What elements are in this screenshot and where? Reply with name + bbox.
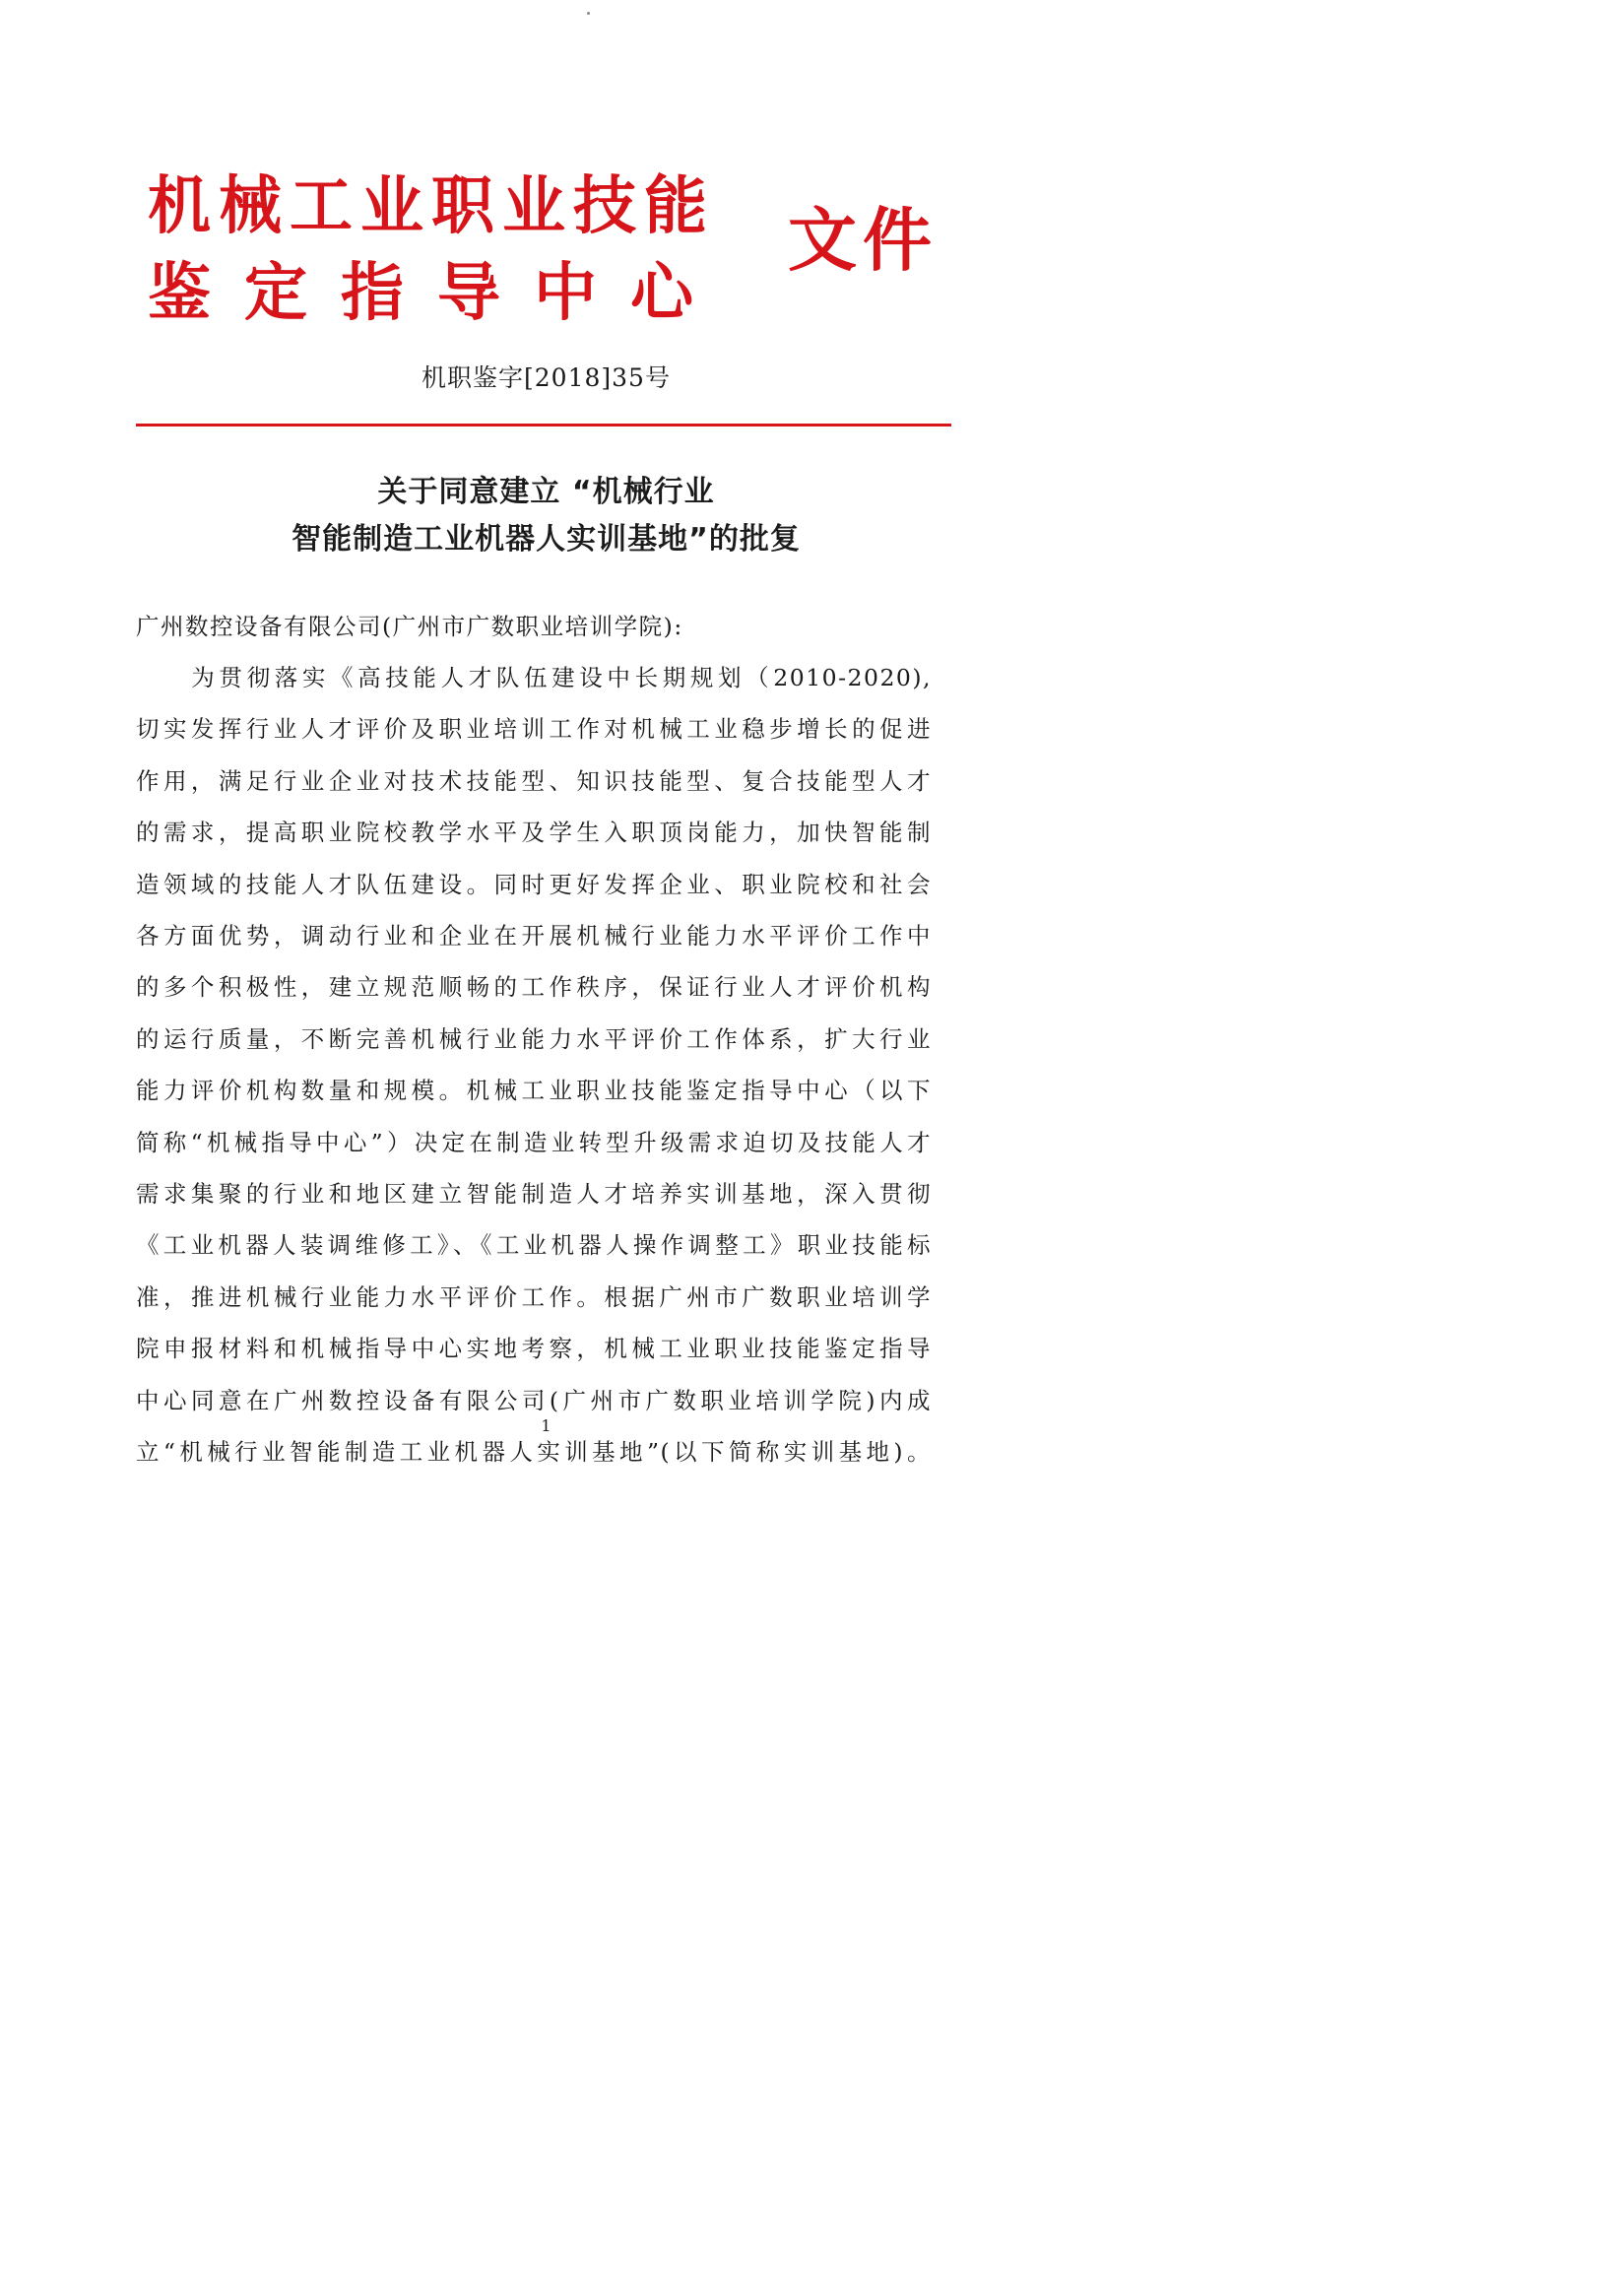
recipient-line: 广州数控设备有限公司(广州市广数职业培训学院): xyxy=(136,613,683,640)
body-line: 准，推进机械行业能力水平评价工作。根据广州市广数职业培训学 xyxy=(136,1282,932,1311)
document-title-line-1: 关于同意建立 “机械行业 xyxy=(377,475,715,509)
scan-speck xyxy=(587,12,590,15)
issuing-org-line-1: 机械工业职业技能 xyxy=(148,170,715,243)
red-separator-line xyxy=(136,424,951,426)
issuing-org-line-2: 鉴定指导中心 xyxy=(148,257,727,330)
body-line: 需求集聚的行业和地区建立智能制造人才培养实训基地，深入贯彻 xyxy=(136,1180,932,1208)
body-line: 造领域的技能人才队伍建设。同时更好发挥企业、职业院校和社会 xyxy=(136,870,932,898)
body-line: 能力评价机构数量和规模。机械工业职业技能鉴定指导中心（以下 xyxy=(136,1077,932,1105)
body-line: 为贯彻落实《高技能人才队伍建设中长期规划（2010-2020), xyxy=(136,664,932,691)
body-line: 的需求，提高职业院校教学水平及学生入职顶岗能力，加快智能制 xyxy=(136,819,932,847)
page-number: 1 xyxy=(541,1416,551,1435)
document-title-line-2: 智能制造工业机器人实训基地”的批复 xyxy=(292,522,801,557)
body-line: 院申报材料和机械指导中心实地考察，机械工业职业技能鉴定指导 xyxy=(136,1335,932,1363)
body-line: 作用，满足行业企业对技术技能型、知识技能型、复合技能型人才 xyxy=(136,766,932,795)
body-line: 的多个积极性，建立规范顺畅的工作秩序，保证行业人才评价机构 xyxy=(136,973,932,1002)
body-line: 的运行质量，不断完善机械行业能力水平评价工作体系，扩大行业 xyxy=(136,1024,932,1053)
document-type-label: 文件 xyxy=(788,200,938,281)
body-line: 《工业机器人装调维修工》、《工业机器人操作调整工》职业技能标 xyxy=(136,1231,932,1260)
document-page xyxy=(0,0,1092,1544)
body-line: 简称“机械指导中心”）决定在制造业转型升级需求迫切及技能人才 xyxy=(136,1128,932,1156)
body-line: 中心同意在广州数控设备有限公司(广州市广数职业培训学院)内成 xyxy=(136,1386,932,1414)
body-line: 立“机械行业智能制造工业机器人实训基地”(以下简称实训基地)。 xyxy=(136,1438,932,1466)
document-number: 机职鉴字[2018]35号 xyxy=(421,363,671,392)
body-line: 各方面优势，调动行业和企业在开展机械行业能力水平评价工作中 xyxy=(136,922,932,950)
body-line: 切实发挥行业人才评价及职业培训工作对机械工业稳步增长的促进 xyxy=(136,715,932,744)
